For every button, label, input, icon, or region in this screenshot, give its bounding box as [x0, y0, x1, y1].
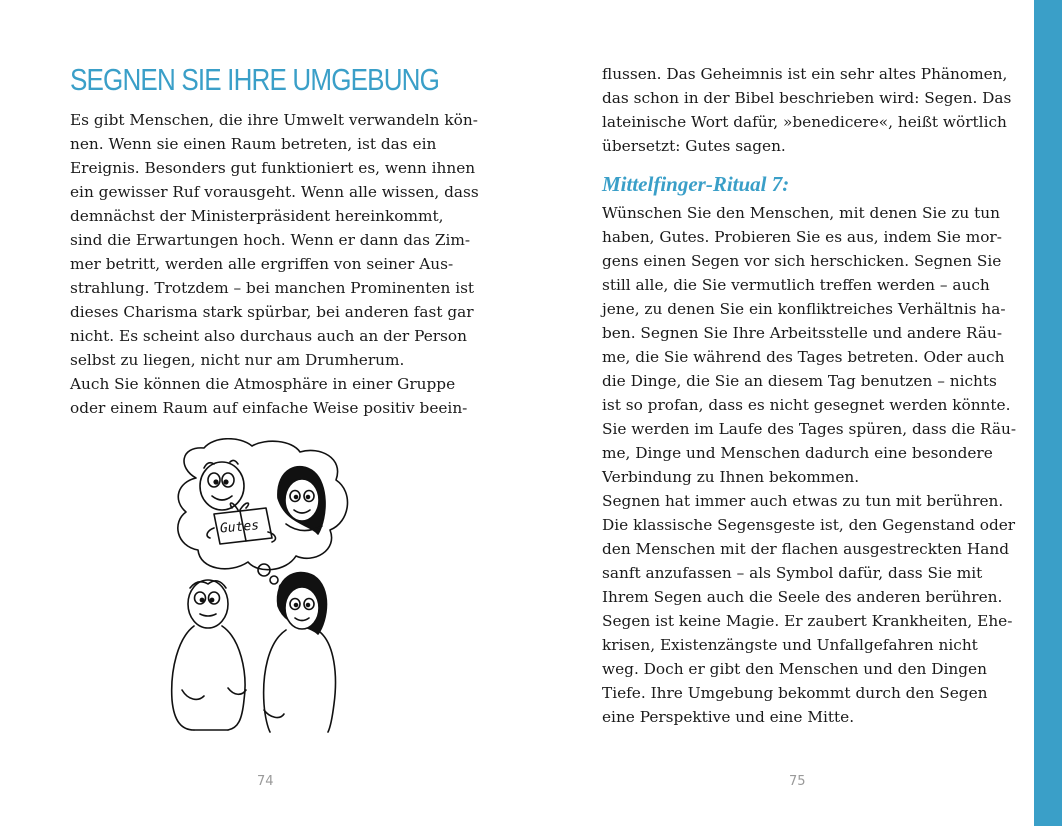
text-line: Verbindung zu Ihnen bekommen.: [602, 468, 860, 486]
left-body-paragraph: [70, 108, 479, 420]
chapter-title: SEGNEN SIE IHRE UMGEBUNG: [70, 62, 440, 97]
text-line: gens einen Segen vor sich herschicken. Segnen Sie: [602, 252, 1002, 270]
ritual-subheading: Mittelfinger-Ritual 7:: [602, 172, 790, 196]
text-line: nen. Wenn sie einen Raum betreten, ist das ein: [70, 135, 437, 153]
woman-face: [285, 479, 319, 521]
page-number-right: 75: [789, 774, 806, 789]
bottom-man-head: [188, 580, 228, 628]
text-line: ist so profan, dass es nicht gesegnet werden könnte.: [602, 396, 1011, 414]
text-line: die Dinge, die Sie an diesem Tag benutzen – nichts: [602, 372, 997, 390]
ritual-paragraph: [602, 201, 1017, 729]
text-line: flussen. Das Geheimnis ist ein sehr altes Phänomen,: [602, 65, 1008, 83]
text-line: selbst zu liegen, nicht nur am Drumherum.: [70, 351, 405, 369]
text-line: Auch Sie können die Atmosphäre in einer Gruppe: [70, 375, 456, 393]
text-line: Tiefe. Ihre Umgebung bekommt durch den Segen: [602, 684, 988, 702]
text-line: still alle, die Sie vermutlich treffen werden – auch: [602, 276, 990, 294]
bottom-woman-face: [285, 587, 319, 629]
right-intro-paragraph: [602, 62, 1012, 158]
text-line: jene, zu denen Sie ein konfliktreiches Verhältnis ha-: [602, 300, 1006, 318]
gift-label: Gutes: [219, 518, 260, 537]
text-line: Sie werden im Laufe des Tages spüren, dass die Räu-: [602, 420, 1017, 438]
text-line: Ereignis. Besonders gut funktioniert es, wenn ihnen: [70, 159, 476, 177]
text-line: oder einem Raum auf einfache Weise positiv beein-: [70, 399, 468, 417]
text-line: ben. Segnen Sie Ihre Arbeitsstelle und andere Räu-: [602, 324, 1003, 342]
left-page: [70, 60, 479, 420]
text-line: Segen ist keine Magie. Er zaubert Krankheiten, Ehe-: [602, 612, 1013, 630]
man-head: [200, 462, 244, 510]
text-line: Es gibt Menschen, die ihre Umwelt verwandeln kön-: [70, 111, 478, 129]
text-line: den Menschen mit der flachen ausgestreckten Hand: [602, 540, 1009, 558]
text-line: das schon in der Bibel beschrieben wird: Segen. Das: [602, 89, 1012, 107]
text-line: strahlung. Trotzdem – bei manchen Prominenten ist: [70, 279, 475, 297]
page-edge-color-band: [1034, 0, 1062, 826]
text-line: eine Perspektive und eine Mitte.: [602, 708, 855, 726]
text-line: weg. Doch er gibt den Menschen und den Dingen: [602, 660, 987, 678]
text-line: krisen, Existenzängste und Unfallgefahren nicht: [602, 636, 978, 654]
text-line: Segnen hat immer auch etwas zu tun mit berühren.: [602, 492, 1004, 510]
cartoon-illustration: [168, 438, 358, 734]
text-line: lateinische Wort dafür, »benedicere«, heißt wörtlich: [602, 113, 1007, 131]
text-line: me, Dinge und Menschen dadurch eine besondere: [602, 444, 993, 462]
page-number-left: 74: [257, 774, 274, 789]
text-line: nicht. Es scheint also durchaus auch an der Person: [70, 327, 467, 345]
text-line: sind die Erwartungen hoch. Wenn er dann das Zim-: [70, 231, 471, 249]
text-line: demnächst der Ministerpräsident hereinkommt,: [70, 207, 444, 225]
text-line: mer betritt, werden alle ergriffen von seiner Aus-: [70, 255, 454, 273]
text-line: Die klassische Segensgeste ist, den Gegenstand oder: [602, 516, 1016, 534]
text-line: Ihrem Segen auch die Seele des anderen berühren.: [602, 588, 1003, 606]
text-line: sanft anzufassen – als Symbol dafür, dass Sie mit: [602, 564, 983, 582]
text-line: ein gewisser Ruf vorausgeht. Wenn alle wissen, dass: [70, 183, 479, 201]
text-line: haben, Gutes. Probieren Sie es aus, indem Sie mor-: [602, 228, 1002, 246]
bottom-man-body: [172, 626, 245, 730]
right-page: [602, 62, 1017, 729]
text-line: übersetzt: Gutes sagen.: [602, 137, 786, 155]
text-line: me, die Sie während des Tages betreten. Oder auch: [602, 348, 1005, 366]
thought-dot: [270, 576, 278, 584]
text-line: Wünschen Sie den Menschen, mit denen Sie zu tun: [602, 204, 1000, 222]
text-line: dieses Charisma stark spürbar, bei anderen fast gar: [70, 303, 474, 321]
